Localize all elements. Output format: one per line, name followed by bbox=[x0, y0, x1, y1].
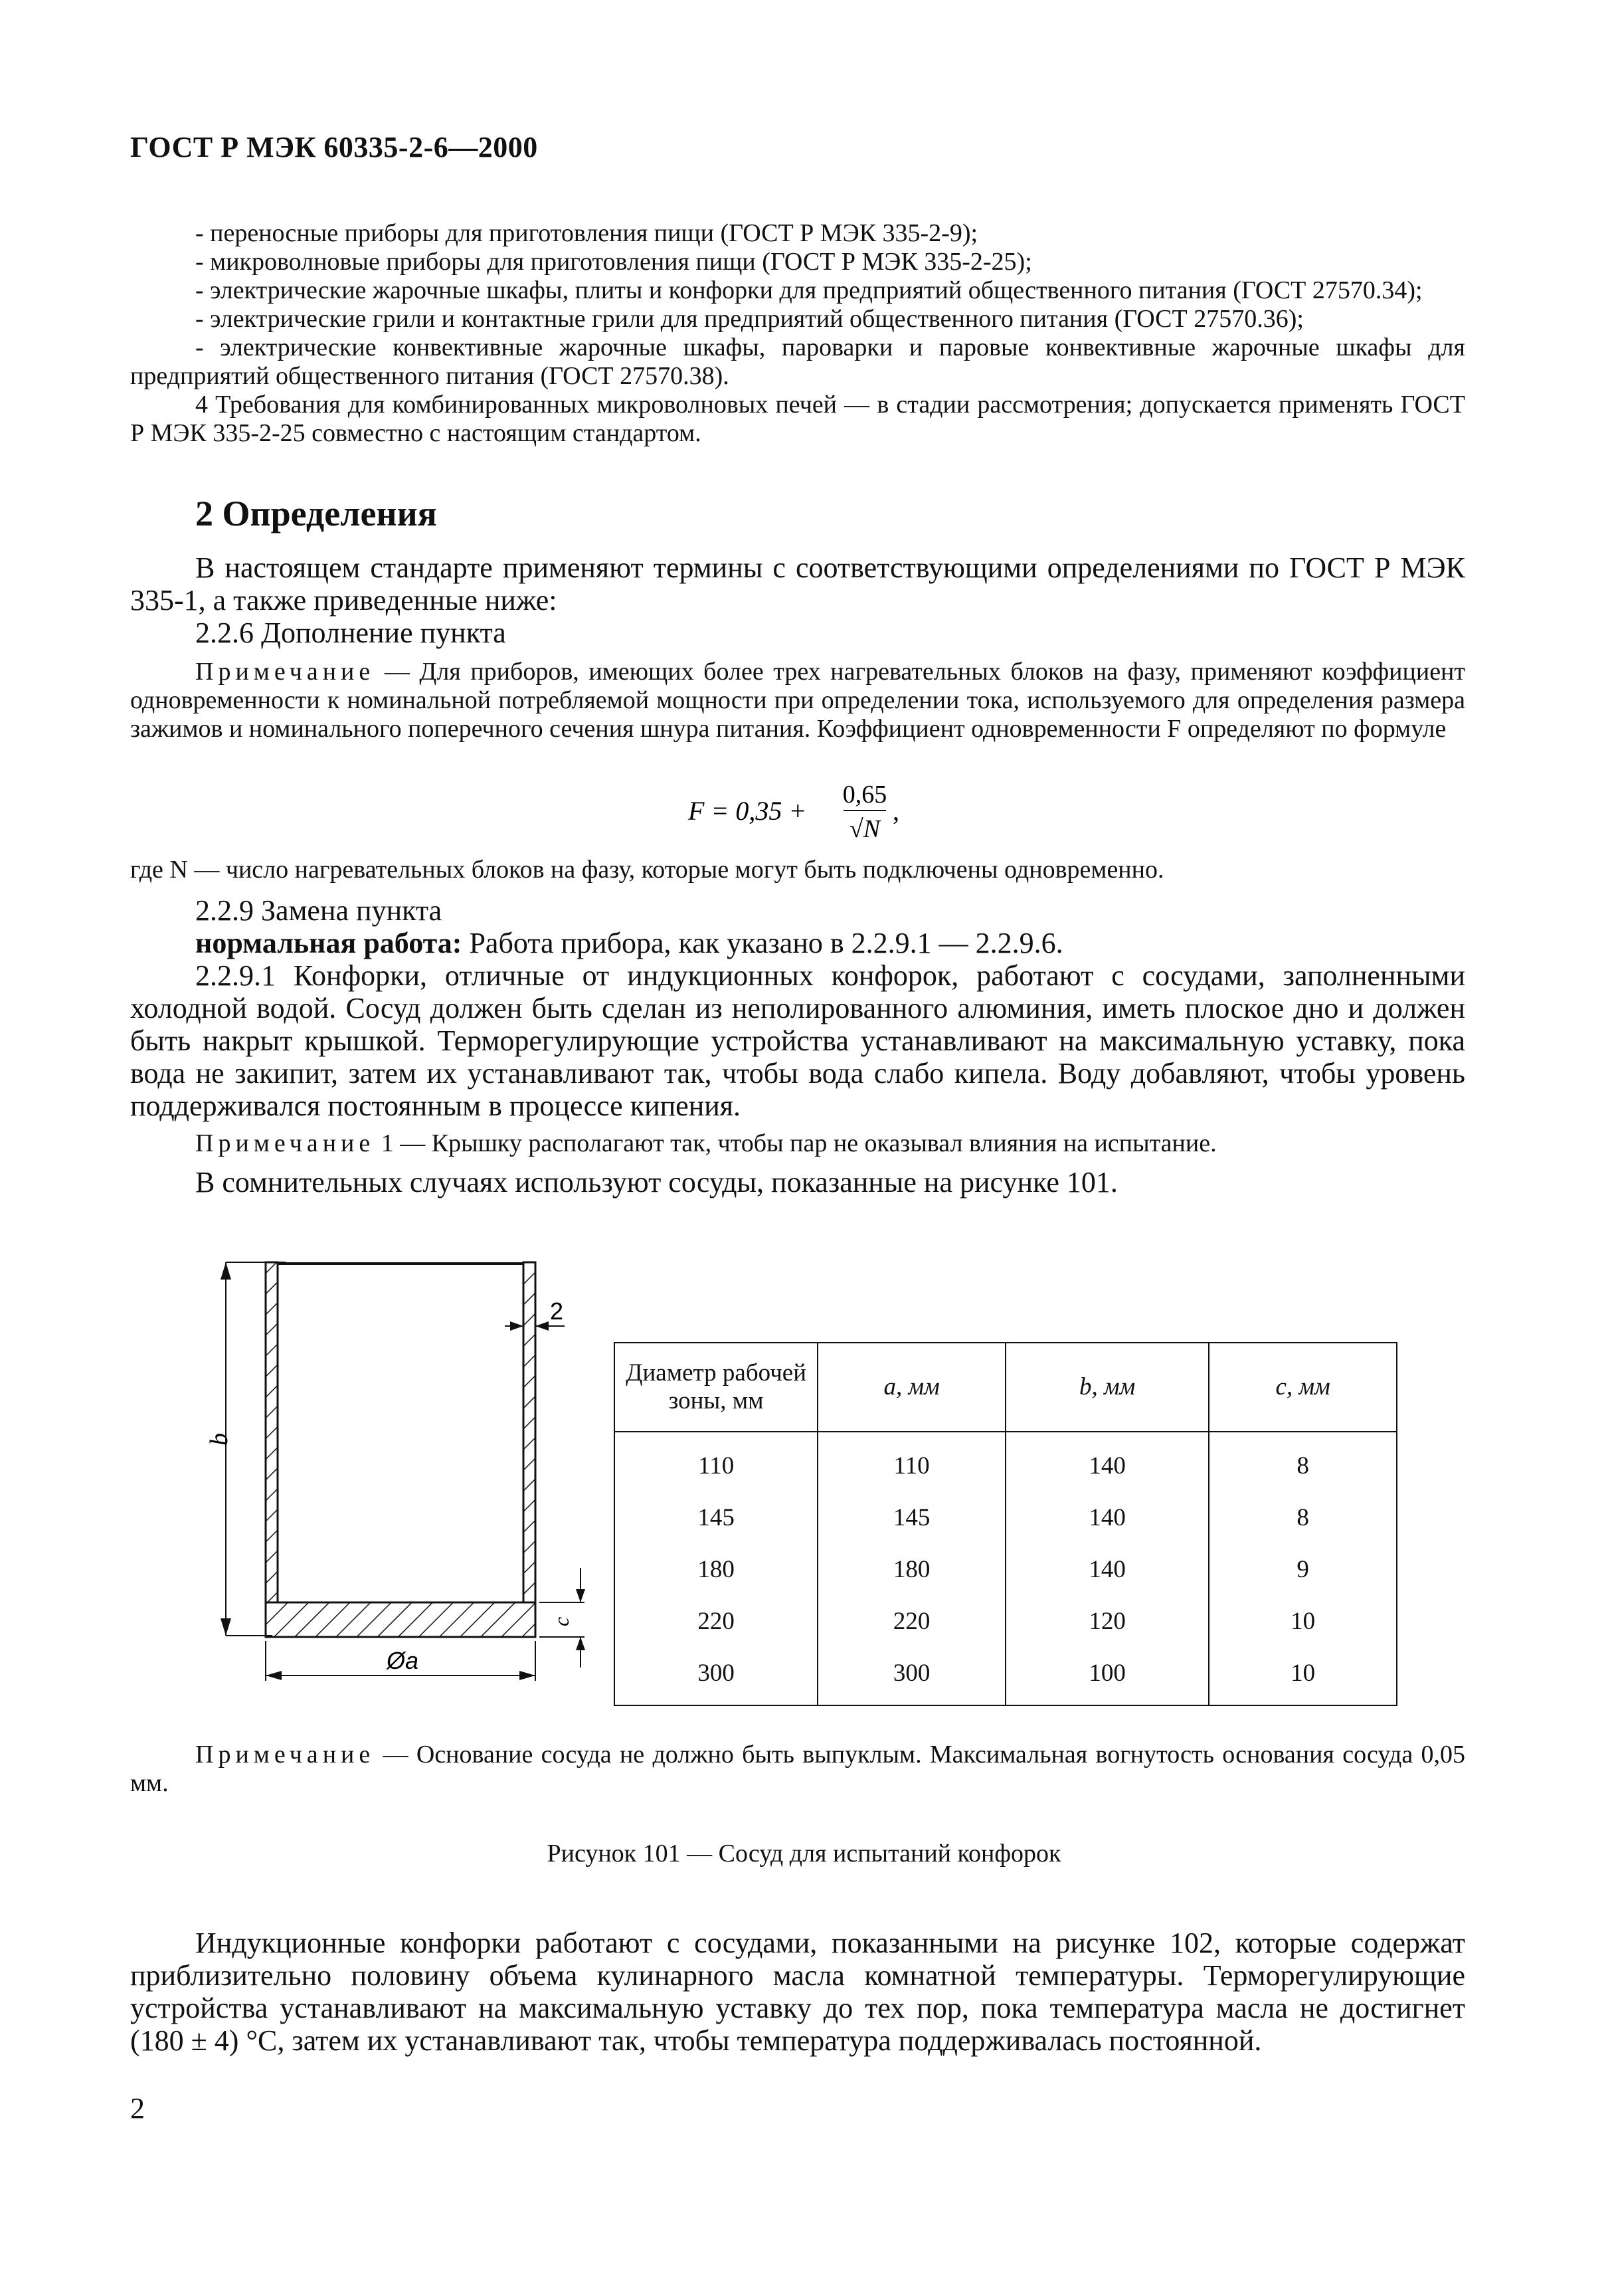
list-item: - микроволновые приборы для приготовления пищи (ГОСТ Р МЭК 335-2-25); bbox=[195, 248, 1032, 276]
table-row bbox=[614, 1647, 1397, 1705]
table-cell: 180 bbox=[614, 1543, 818, 1595]
table-cell: 8 bbox=[1209, 1491, 1397, 1543]
doubt-text: В сомнительных случаях используют сосуды, показанные на рисунке 101. bbox=[195, 1166, 1118, 1198]
list-item: - электрические грили и контактные грили для предприятий общественного питания (ГОСТ 27570.36); bbox=[195, 305, 1304, 333]
list-item: - электрические жарочные шкафы, плиты и конфорки для предприятий общественного питания (ГОСТ 27570.34); bbox=[195, 276, 1423, 304]
table-cell: 300 bbox=[614, 1647, 818, 1705]
note-1 bbox=[130, 1129, 1465, 1158]
vessel-drawing bbox=[205, 1222, 598, 1691]
formula-svg bbox=[688, 776, 967, 849]
column-header: a, мм bbox=[818, 1343, 1006, 1432]
table-row bbox=[614, 1595, 1397, 1647]
table-cell: 100 bbox=[1006, 1647, 1209, 1705]
column-header: c, мм bbox=[1209, 1343, 1397, 1432]
vessel-left-wall bbox=[266, 1262, 278, 1602]
note-2-2-6 bbox=[130, 658, 1465, 743]
table-cell: 140 bbox=[1006, 1543, 1209, 1595]
table-row bbox=[614, 1491, 1397, 1543]
clause-2-2-9: 2.2.9 Замена пункта bbox=[195, 894, 442, 927]
table-cell: 220 bbox=[818, 1595, 1006, 1647]
note-label: Примечание bbox=[195, 1741, 375, 1769]
clause-2-2-9-block bbox=[130, 894, 1465, 1122]
vessel-right-wall bbox=[523, 1262, 535, 1602]
page-number: 2 bbox=[130, 2092, 145, 2125]
term-definition: Работа прибора, как указано в 2.2.9.1 — 2.2.9.6. bbox=[462, 927, 1063, 959]
figure-note bbox=[130, 1741, 1465, 1798]
table-cell: 8 bbox=[1209, 1432, 1397, 1491]
table-cell: 110 bbox=[818, 1432, 1006, 1491]
table-cell: 10 bbox=[1209, 1647, 1397, 1705]
dimension-b-label: b bbox=[205, 1433, 233, 1446]
note-text: — Для приборов, имеющих более трех нагревательных блоков на фазу, применяют коэффициент одновременности к номинальной потребляемой мощности при определении тока, используемого для определения размера зажимов и номинального поперечного сечения шнура питания. Коэффициент одновременности F определяют по формуле bbox=[130, 658, 1465, 743]
formula-denominator: √N bbox=[849, 815, 881, 843]
note-label: Примечание bbox=[195, 1129, 375, 1157]
table-cell: 145 bbox=[614, 1491, 818, 1543]
table-cell: 140 bbox=[1006, 1432, 1209, 1491]
table-header-row bbox=[614, 1343, 1397, 1432]
vessel-base bbox=[266, 1602, 535, 1637]
section-title: 2 Определения bbox=[195, 494, 437, 533]
induction-paragraph bbox=[130, 1927, 1465, 2057]
table-cell: 300 bbox=[818, 1647, 1006, 1705]
vessel-dimensions-table bbox=[614, 1342, 1397, 1706]
list-item: - электрические конвективные жарочные шкафы, пароварки и паровые конвективные жарочные шкафы для предприятий общественного питания (ГОСТ 27570.38). bbox=[130, 334, 1465, 390]
formula-numerator: 0,65 bbox=[842, 781, 887, 809]
intro-paragraph: В настоящем стандарте применяют термины с соответствующими определениями по ГОСТ Р МЭК 335-1, а также приведенные ниже: bbox=[130, 551, 1465, 617]
dimension-a-label: Øa bbox=[387, 1647, 419, 1674]
figure-caption: Рисунок 101 — Сосуд для испытаний конфорок bbox=[547, 1840, 1061, 1867]
formula-lhs: F = 0,35 + bbox=[688, 796, 807, 826]
item-4: 4 Требования для комбинированных микроволновых печей — в стадии рассмотрения; допускается применять ГОСТ Р МЭК 335-2-25 совместно с настоящим стандартом. bbox=[130, 391, 1465, 447]
applicability-list bbox=[130, 219, 1465, 448]
table-cell: 145 bbox=[818, 1491, 1006, 1543]
dimension-c-label: c bbox=[549, 1616, 573, 1626]
note-text: 1 — Крышку располагают так, чтобы пар не оказывал влияния на испытание. bbox=[375, 1129, 1217, 1157]
table-cell: 220 bbox=[614, 1595, 818, 1647]
section-intro bbox=[130, 551, 1465, 649]
clause-2-2-6: 2.2.6 Дополнение пункта bbox=[195, 617, 506, 649]
table-row bbox=[614, 1432, 1397, 1491]
table-cell: 9 bbox=[1209, 1543, 1397, 1595]
doubt-paragraph bbox=[130, 1166, 1465, 1198]
table-cell: 10 bbox=[1209, 1595, 1397, 1647]
table-cell: 110 bbox=[614, 1432, 818, 1491]
document-header: ГОСТ Р МЭК 60335-2-6—2000 bbox=[130, 131, 538, 163]
list-item: - переносные приборы для приготовления пищи (ГОСТ Р МЭК 335-2-9); bbox=[195, 219, 978, 247]
vessel-svg bbox=[205, 1222, 598, 1687]
table-cell: 180 bbox=[818, 1543, 1006, 1595]
induction-text: Индукционные конфорки работают с сосудами, показанными на рисунке 102, которые содержат приблизительно половину объема кулинарного масла комнатной температуры. Терморегулирующие устройства устанавливают на максимальную уставку до тех пор, пока температура масла не достигнет (180 ± 4) °С, затем их устанавливают так, чтобы температура поддерживалась постоянной. bbox=[130, 1927, 1465, 2057]
table-row bbox=[614, 1543, 1397, 1595]
table-cell: 120 bbox=[1006, 1595, 1209, 1647]
table-cell: 140 bbox=[1006, 1491, 1209, 1543]
clause-2-2-9-1: 2.2.9.1 Конфорки, отличные от индукционных конфорок, работают с сосудами, заполненными холодной водой. Сосуд должен быть сделан из неполированного алюминия, иметь плоское дно и должен быть накрыт крышкой. Терморегулирующие устройства устанавливают на максимальную уставку, пока вода не закипит, затем их устанавливают так, чтобы вода слабо кипела. Воду добавляют, чтобы уровень поддерживался постоянным в процессе кипения. bbox=[130, 959, 1465, 1122]
formula bbox=[688, 776, 967, 856]
wall-thickness-label: 2 bbox=[550, 1297, 564, 1325]
column-header: b, мм bbox=[1006, 1343, 1209, 1432]
formula-explanation: где N — число нагревательных блоков на фазу, которые могут быть подключены одновременно. bbox=[130, 856, 1164, 884]
note-label: Примечание bbox=[195, 658, 375, 686]
formula-tail: , bbox=[893, 796, 899, 826]
note-text: — Основание сосуда не должно быть выпуклым. Максимальная вогнутость основания сосуда 0,05 мм. bbox=[130, 1741, 1465, 1797]
column-header: Диаметр рабочей зоны, мм bbox=[614, 1343, 818, 1432]
term-normal-operation: нормальная работа: bbox=[195, 927, 462, 959]
